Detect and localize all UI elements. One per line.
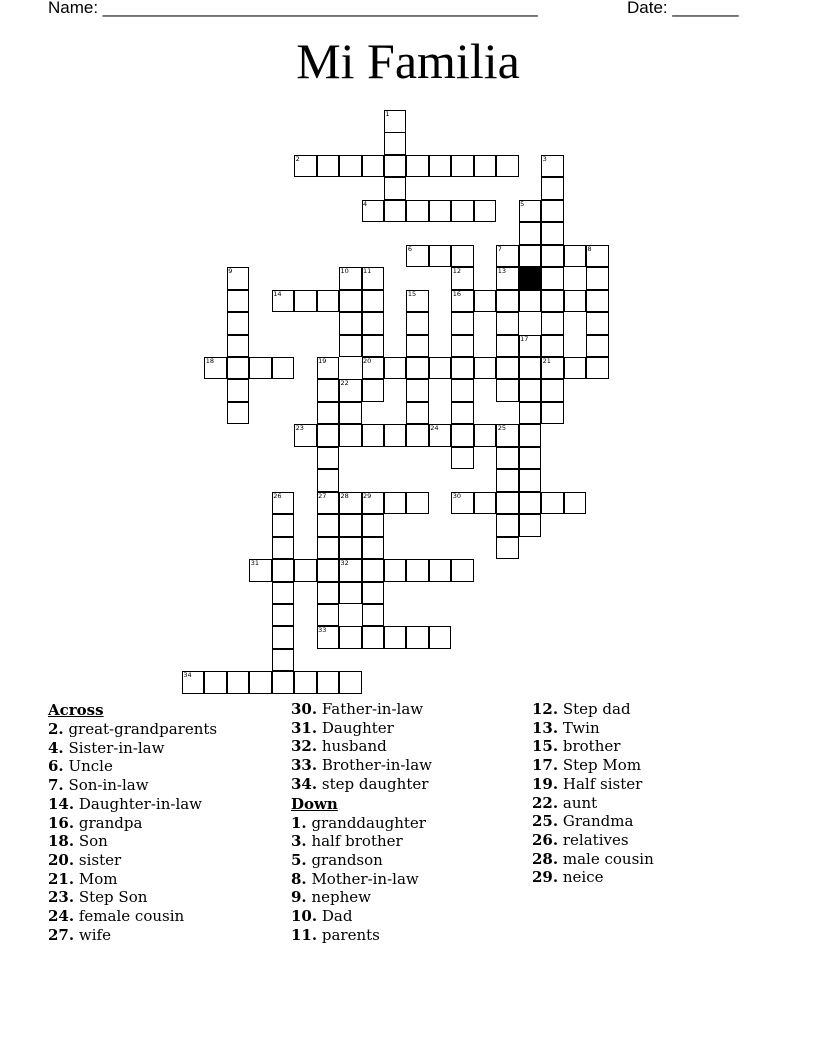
clue-number: 8.: [291, 869, 307, 888]
across-clue-list: [48, 720, 217, 944]
clue-number: 25.: [532, 812, 559, 831]
grid-cell[interactable]: [586, 312, 609, 335]
grid-cell[interactable]: [339, 335, 362, 358]
grid-cell[interactable]: [384, 357, 407, 380]
grid-cell[interactable]: [429, 559, 452, 582]
clue-number: 33.: [291, 756, 318, 775]
clue-text: Step dad: [558, 700, 631, 718]
grid-cell[interactable]: [519, 469, 542, 492]
down-clue: [532, 700, 654, 719]
grid-cell[interactable]: [541, 492, 564, 515]
grid-cell[interactable]: [384, 132, 407, 155]
clue-text: Sister-in-law: [63, 738, 165, 757]
clue-number: 10.: [291, 907, 318, 926]
clue-text: Brother-in-law: [317, 756, 433, 775]
grid-cell[interactable]: [362, 537, 385, 560]
clue-number: 31.: [291, 718, 318, 737]
grid-cell[interactable]: [317, 537, 340, 560]
grid-cell[interactable]: [406, 402, 429, 425]
grid-cell[interactable]: [317, 671, 340, 694]
down-heading: Down: [291, 794, 338, 813]
grid-cell[interactable]: [451, 559, 474, 582]
clue-text: grandson: [306, 850, 383, 869]
clue-text: Daughter-in-law: [74, 794, 203, 813]
clue-number-label: 27: [318, 491, 327, 500]
grid-cell[interactable]: [339, 155, 362, 178]
grid-cell[interactable]: [496, 290, 519, 313]
grid-cell[interactable]: [339, 424, 362, 447]
clue-number-label: 12: [452, 267, 462, 276]
grid-cell[interactable]: [317, 604, 340, 627]
grid-cell[interactable]: [272, 559, 295, 582]
across-clue-list-continued: [291, 700, 432, 794]
clue-number: 17.: [532, 756, 559, 775]
clue-number: 7.: [48, 776, 64, 795]
clue-number: 28.: [532, 849, 559, 868]
down-clue: [532, 737, 654, 756]
grid-cell[interactable]: [384, 155, 407, 178]
clue-number: 29.: [532, 868, 559, 887]
grid-cell[interactable]: [541, 267, 564, 290]
clue-number-label: 5: [520, 199, 525, 208]
clue-text: Father-in-law: [317, 700, 424, 718]
down-clue: [291, 907, 432, 926]
grid-cell[interactable]: [362, 312, 385, 335]
down-clue: [291, 832, 432, 851]
black-square: [519, 267, 542, 290]
clue-number: 27.: [48, 925, 75, 944]
grid-cell[interactable]: [339, 537, 362, 560]
grid-cell[interactable]: [227, 357, 250, 380]
across-clue: [48, 851, 217, 870]
grid-cell[interactable]: [317, 155, 340, 178]
clue-text: aunt: [558, 793, 598, 812]
clue-text: Son-in-law: [63, 776, 149, 795]
grid-cell[interactable]: [339, 290, 362, 313]
grid-cell[interactable]: [384, 424, 407, 447]
clue-number: 34.: [291, 774, 318, 793]
grid-cell[interactable]: [362, 559, 385, 582]
clue-number-label: 11: [363, 267, 372, 276]
clue-text: half brother: [306, 832, 403, 851]
grid-cell[interactable]: [384, 626, 407, 649]
clue-text: brother: [558, 737, 621, 756]
grid-cell[interactable]: [339, 514, 362, 537]
grid-cell[interactable]: [429, 626, 452, 649]
grid-cell[interactable]: [362, 335, 385, 358]
clue-number-label: 9: [228, 267, 233, 276]
grid-cell[interactable]: [496, 469, 519, 492]
clue-text: neice: [558, 868, 604, 887]
clue-text: Mother-in-law: [306, 869, 419, 888]
grid-cell[interactable]: [362, 582, 385, 605]
grid-cell[interactable]: [541, 200, 564, 223]
grid-cell[interactable]: [451, 424, 474, 447]
across-clue: [48, 720, 217, 739]
page-title: Mi Familia: [296, 33, 520, 89]
grid-cell[interactable]: [406, 492, 429, 515]
grid-cell[interactable]: [519, 245, 542, 268]
down-clue: [532, 850, 654, 869]
grid-cell[interactable]: [339, 671, 362, 694]
name-field-label: Name: ______________________________________________: [48, 0, 538, 17]
grid-cell[interactable]: [227, 290, 250, 313]
grid-cell[interactable]: [227, 671, 250, 694]
grid-cell[interactable]: [317, 424, 340, 447]
clue-number: 14.: [48, 794, 75, 813]
grid-cell[interactable]: [406, 155, 429, 178]
grid-cell[interactable]: [272, 649, 295, 672]
clue-text: male cousin: [558, 849, 654, 868]
clue-number: 9.: [291, 888, 307, 907]
grid-cell[interactable]: [249, 357, 272, 380]
grid-cell[interactable]: [406, 559, 429, 582]
clue-text: Half sister: [558, 774, 643, 793]
across-clue: [291, 719, 432, 738]
grid-cell[interactable]: [317, 469, 340, 492]
clue-number-label: 8: [587, 244, 592, 253]
clue-number: 13.: [532, 718, 559, 737]
grid-cell[interactable]: [384, 177, 407, 200]
grid-cell[interactable]: [272, 514, 295, 537]
clue-number-label: 30: [452, 491, 462, 500]
grid-cell[interactable]: [339, 312, 362, 335]
grid-cell[interactable]: [272, 537, 295, 560]
grid-cell[interactable]: [496, 492, 519, 515]
grid-cell[interactable]: [384, 492, 407, 515]
grid-cell[interactable]: [519, 447, 542, 470]
clue-number-label: 14: [273, 289, 282, 298]
grid-cell[interactable]: [496, 537, 519, 560]
grid-cell[interactable]: [406, 200, 429, 223]
grid-cell[interactable]: [317, 290, 340, 313]
clue-number: 32.: [291, 737, 318, 756]
clue-text: Daughter: [317, 718, 394, 737]
clue-number: 22.: [532, 793, 559, 812]
clue-number-label: 23: [295, 424, 304, 433]
clue-number: 12.: [532, 700, 559, 718]
clue-text: relatives: [558, 830, 629, 849]
clue-number-label: 7: [497, 244, 502, 253]
across-clue: [291, 737, 432, 756]
across-clue: [48, 795, 217, 814]
clue-text: granddaughter: [306, 813, 426, 832]
grid-cell[interactable]: [317, 514, 340, 537]
clue-text: step daughter: [317, 774, 429, 793]
across-clue: [48, 814, 217, 833]
grid-cell[interactable]: [339, 402, 362, 425]
down-clue: [291, 870, 432, 889]
grid-cell[interactable]: [519, 290, 542, 313]
down-clue-list-continued: [532, 700, 654, 887]
grid-cell[interactable]: [496, 335, 519, 358]
clue-number-label: 3: [542, 154, 547, 163]
down-clue: [291, 851, 432, 870]
grid-cell[interactable]: [339, 626, 362, 649]
grid-cell[interactable]: [451, 447, 474, 470]
clue-text: sister: [74, 850, 122, 869]
clue-number-label: 31: [250, 559, 260, 567]
clue-text: Step Son: [74, 888, 148, 907]
down-clue: [532, 775, 654, 794]
grid-cell[interactable]: [519, 424, 542, 447]
grid-cell[interactable]: [451, 312, 474, 335]
clue-number-label: 33: [318, 626, 327, 635]
clue-number: 30.: [291, 700, 318, 718]
clue-number: 18.: [48, 832, 75, 851]
across-clue: [48, 870, 217, 889]
clue-number-label: 15: [407, 289, 417, 298]
grid-cell[interactable]: [406, 379, 429, 402]
clue-text: Mom: [74, 869, 118, 888]
clue-number: 19.: [532, 774, 559, 793]
grid-cell[interactable]: [496, 379, 519, 402]
grid-cell[interactable]: [406, 357, 429, 380]
clue-number-label: 34: [183, 671, 192, 680]
grid-cell[interactable]: [249, 671, 272, 694]
clue-number-label: 19: [318, 356, 327, 365]
grid-cell[interactable]: [564, 357, 587, 380]
clue-number: 23.: [48, 888, 75, 907]
grid-cell[interactable]: [541, 402, 564, 425]
across-clue: [48, 888, 217, 907]
clue-number-label: 4: [363, 199, 368, 208]
grid-cell[interactable]: [496, 155, 519, 178]
down-clue: [291, 888, 432, 907]
grid-cell[interactable]: [384, 559, 407, 582]
grid-cell[interactable]: [204, 671, 227, 694]
clues-column-2: [291, 700, 432, 944]
clue-number: 11.: [291, 925, 318, 944]
clue-number-label: 2: [295, 154, 300, 163]
clue-number-label: 13: [497, 267, 506, 276]
grid-cell[interactable]: [474, 200, 497, 223]
grid-cell[interactable]: [272, 604, 295, 627]
clue-number-label: 32: [340, 559, 349, 567]
grid-cell[interactable]: [541, 177, 564, 200]
clue-text: wife: [74, 925, 111, 944]
grid-cell[interactable]: [317, 582, 340, 605]
grid-cell[interactable]: [317, 559, 340, 582]
down-clue: [291, 926, 432, 945]
clues-column-1: [48, 700, 217, 944]
clue-text: great-grandparents: [63, 720, 218, 738]
clue-number-label: 22: [340, 379, 349, 388]
grid-cell[interactable]: [362, 379, 385, 402]
grid-cell[interactable]: [474, 290, 497, 313]
down-clue: [532, 868, 654, 887]
clue-number-label: 1: [385, 110, 390, 118]
grid-cell[interactable]: [474, 424, 497, 447]
clue-number: 21.: [48, 869, 75, 888]
grid-cell[interactable]: [586, 335, 609, 358]
clue-number: 5.: [291, 850, 307, 869]
grid-cell[interactable]: [451, 155, 474, 178]
down-clue: [291, 814, 432, 833]
grid-cell[interactable]: [429, 245, 452, 268]
grid-cell[interactable]: [541, 222, 564, 245]
grid-cell[interactable]: [294, 559, 317, 582]
clue-number: 3.: [291, 832, 307, 851]
grid-cell[interactable]: [496, 312, 519, 335]
clue-number-label: 28: [340, 491, 349, 500]
grid-cell[interactable]: [541, 312, 564, 335]
clue-number: 2.: [48, 720, 64, 738]
grid-cell[interactable]: [541, 335, 564, 358]
down-clue-list: [291, 814, 432, 945]
clue-text: parents: [317, 925, 380, 944]
grid-cell[interactable]: [519, 357, 542, 380]
grid-cell[interactable]: [272, 671, 295, 694]
grid-cell[interactable]: [586, 290, 609, 313]
grid-cell[interactable]: [294, 290, 317, 313]
grid-cell[interactable]: [451, 379, 474, 402]
clue-number-label: 25: [497, 424, 506, 433]
clue-text: nephew: [306, 888, 371, 907]
grid-cell[interactable]: [429, 155, 452, 178]
clue-number-label: 17: [520, 334, 529, 343]
clue-number-label: 21: [542, 356, 551, 365]
grid-cell[interactable]: [586, 357, 609, 380]
grid-cell[interactable]: [519, 379, 542, 402]
down-clue: [532, 719, 654, 738]
grid-cell[interactable]: [429, 357, 452, 380]
clue-number: 6.: [48, 757, 64, 776]
grid-cell[interactable]: [227, 402, 250, 425]
clue-number-label: 16: [452, 289, 462, 298]
grid-cell[interactable]: [272, 582, 295, 605]
down-clue: [532, 756, 654, 775]
grid-cell[interactable]: [317, 447, 340, 470]
grid-cell[interactable]: [317, 379, 340, 402]
across-clue: [291, 756, 432, 775]
clue-text: Dad: [317, 907, 353, 926]
across-clue: [48, 739, 217, 758]
across-clue: [48, 926, 217, 945]
grid-cell[interactable]: [406, 312, 429, 335]
grid-cell[interactable]: [339, 582, 362, 605]
clue-text: Step Mom: [558, 756, 642, 775]
grid-cell[interactable]: [474, 492, 497, 515]
grid-cell[interactable]: [362, 424, 385, 447]
across-clue: [291, 700, 432, 719]
down-clue: [532, 831, 654, 850]
grid-cell[interactable]: [362, 626, 385, 649]
grid-cell[interactable]: [406, 424, 429, 447]
grid-cell[interactable]: [272, 626, 295, 649]
across-clue: [48, 776, 217, 795]
grid-cell[interactable]: [362, 290, 385, 313]
grid-cell[interactable]: [586, 267, 609, 290]
down-clue: [532, 812, 654, 831]
grid-cell[interactable]: [496, 447, 519, 470]
clue-number-label: 26: [273, 491, 282, 500]
grid-cell[interactable]: [227, 379, 250, 402]
across-heading: Across: [48, 701, 104, 719]
grid-cell[interactable]: [227, 312, 250, 335]
grid-cell[interactable]: [474, 155, 497, 178]
clue-text: Son: [74, 832, 108, 851]
clue-text: Twin: [558, 718, 600, 737]
clue-number: 26.: [532, 830, 559, 849]
grid-cell[interactable]: [406, 335, 429, 358]
grid-cell[interactable]: [294, 671, 317, 694]
clue-text: female cousin: [74, 907, 185, 926]
across-clue: [48, 832, 217, 851]
grid-cell[interactable]: [429, 200, 452, 223]
grid-cell[interactable]: [317, 402, 340, 425]
grid-cell[interactable]: [541, 290, 564, 313]
clue-number-label: 20: [363, 356, 372, 365]
clue-number: 20.: [48, 850, 75, 869]
grid-cell[interactable]: [451, 245, 474, 268]
grid-cell[interactable]: [496, 514, 519, 537]
grid-cell[interactable]: [227, 335, 250, 358]
grid-cell[interactable]: [451, 402, 474, 425]
grid-cell[interactable]: [541, 379, 564, 402]
grid-cell[interactable]: [362, 604, 385, 627]
clue-text: husband: [317, 737, 387, 756]
across-clue: [48, 907, 217, 926]
grid-cell[interactable]: [564, 290, 587, 313]
grid-cell[interactable]: [519, 222, 542, 245]
down-clue: [532, 794, 654, 813]
clue-number-label: 18: [205, 356, 215, 365]
grid-cell[interactable]: [496, 357, 519, 380]
across-clue: [48, 757, 217, 776]
clue-number: 16.: [48, 813, 75, 832]
grid-cell[interactable]: [541, 245, 564, 268]
grid-cell[interactable]: [362, 514, 385, 537]
clue-number-label: 10: [340, 267, 349, 276]
clue-number: 4.: [48, 738, 64, 757]
grid-cell[interactable]: [519, 402, 542, 425]
grid-cell[interactable]: [474, 357, 497, 380]
clue-number-label: 6: [407, 244, 413, 253]
clue-number: 1.: [291, 813, 307, 832]
grid-cell[interactable]: [451, 357, 474, 380]
grid-cell[interactable]: [362, 155, 385, 178]
clue-number-label: 24: [430, 424, 439, 433]
clue-number: 15.: [532, 737, 559, 756]
clue-text: Grandma: [558, 812, 634, 831]
clues-column-3: [532, 700, 654, 887]
grid-cell[interactable]: [519, 492, 542, 515]
grid-cell[interactable]: [564, 245, 587, 268]
grid-cell[interactable]: [384, 200, 407, 223]
date-field-label: Date: _______: [627, 0, 739, 17]
clue-text: Uncle: [63, 757, 113, 776]
grid-cell[interactable]: [519, 514, 542, 537]
grid-cell[interactable]: [564, 492, 587, 515]
grid-cell[interactable]: [272, 357, 295, 380]
clue-number: 24.: [48, 907, 75, 926]
across-clue: [291, 775, 432, 794]
grid-cell[interactable]: [451, 335, 474, 358]
grid-cell[interactable]: [406, 626, 429, 649]
clue-text: grandpa: [74, 813, 143, 832]
clue-number-label: 29: [363, 491, 372, 500]
grid-cell[interactable]: [451, 200, 474, 223]
